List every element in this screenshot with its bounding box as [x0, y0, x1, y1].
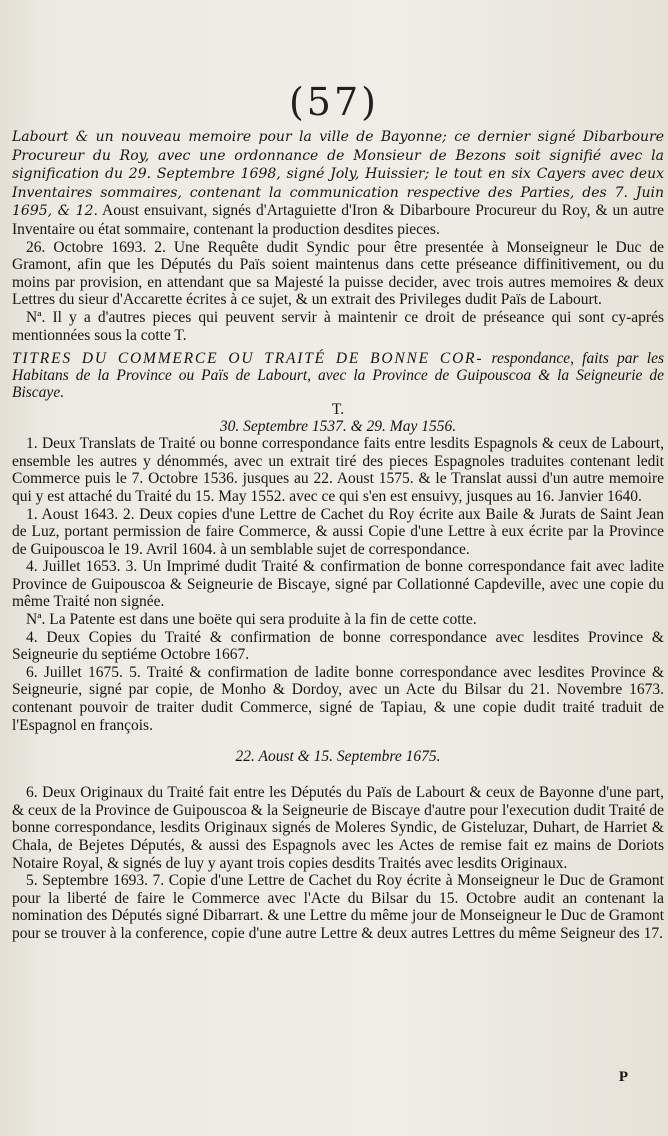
section-title [12, 350, 664, 401]
item-3-imprime: 4. Juillet 1653. 3. Un Imprimé dudit Traité & confirmation de bonne correspondance fait avec ladite Province de Guipouscoa & Seigneurie de Biscaye, signé par Collationné Capdeville, avec une copie du même Traité non signée. [12, 558, 664, 611]
title-dates: 30. Septembre 1537. & 29. May 1556. [219, 418, 457, 436]
item-6-originaux: 6. Deux Originaux du Traité fait entre les Députés du Païs de Labourt & ceux de Bayonne d'une part, & ceux de la Province de Guipouscoa & la Seigneurie de Biscaye d'autre pour l'execution dudit Traité de bonne correspondance, lesdits Originaux signés de Moleres Syndic, de Gisteluzar, Duhart, de Harriet & Chala, de Bejetes Députés, & aussi des Espagnols avec les Actes de remise fait ez mains de Doriots Notaire Royal, & signés de luy y ayant trois copies desdits Traités avec lesdits Originaux. [12, 784, 664, 872]
item-2-lettre-cachet: 1. Aoust 1643. 2. Deux copies d'une Lettre de Cachet du Roy écrite aux Baile & Jurats de Saint Jean de Luz, portant permission de faire Commerce, & aussi Copie d'une Lettre à eux écrite par la Province de Guipouscoa le 19. Avril 1604. à un semblable sujet de correspondance. [12, 505, 664, 558]
paragraph-requete: 26. Octobre 1693. 2. Une Requête dudit Syndic pour être presentée à Monseigneur le Duc de Gramont, afin que les Députés du Païs soient maintenus dans cette préseance diffinitivement, ou du moins par provision, en attendant que sa Majesté la puisse decider, avec trois autres memoires & deux Lettres du sieur d'Accarette écrites à ce sujet, & un extrait des Privileges dudit Païs de Labourt. [12, 238, 664, 309]
paragraph-nota: Nª. Il y a d'autres pieces qui peuvent servir à maintenir ce droit de préseance qui sont cy-aprés mentionnées sous la cotte T. [12, 308, 664, 344]
page-body [12, 128, 664, 943]
item-nota-patente: Nª. La Patente est dans une boëte qui sera produite à la fin de cette cotte. [26, 611, 477, 629]
page-number: (57) [288, 80, 379, 124]
handwritten-annotation: Labourt & un nouveau memoire pour la ville de Bayonne; ce dernier signé Dibarboure Procureur du Roy, avec une ordonnance de Monsieur de Bezons soit signifié avec la signification du 29. Septembre 1698, signé Joly, Huissier; le tout en six Cayers avec deux Inventaires sommaires, contenant la communication respective des Parties, des 7. Juin 1695, & 12. [12, 129, 664, 220]
intro-printed-text: Aoust ensuivant, signés d'Artaguiette d'Iron & Dibarboure Procureur du Roy, & un autre Inventaire ou état sommaire, contenant la production desdites pieces. [12, 202, 664, 238]
item-7-copie-lettre: 5. Septembre 1693. 7. Copie d'une Lettre de Cachet du Roy écrite à Monseigneur le Duc de Gramont pour la liberté de faire le Commerce avec l'Acte du Bilsar du 15. Octobre audit an contenant la nomination des Députés signé Dibarrart. & une Lettre du même jour de Monseigneur le Duc de Gramont pour se trouver à la conference, copie d'une autre Lettre & deux autres Lettres du même Seigneur des 17. [12, 872, 664, 942]
intro-paragraph [12, 128, 664, 239]
section-title-rest: respondance, faits par les Habitans de la Province ou Païs de Labourt, avec la Province de Guipouscoa & la Seigneurie de Biscaye. [12, 350, 664, 402]
item-5-traite: 6. Juillet 1675. 5. Traité & confirmation de ladite bonne correspondance avec lesdites Province & Seigneurie, signé par copie, de Monho & Dordoy, avec un Acte du Bilsar du 21. Novembre 1673. contenant pouvoir de traiter dudit Commerce, signé de Tapiau, & une copie dudit traité traduit de l'Espagnol en françois. [12, 663, 664, 734]
cote-label: T. [331, 401, 345, 419]
section-title-caps: TITRES DU COMMERCE OU TRAITÉ DE BONNE COR- [12, 350, 484, 368]
signature-mark: P [618, 1069, 628, 1085]
item-1-translats: 1. Deux Translats de Traité ou bonne correspondance faits entre lesdits Espagnols & ceux de Labourt, ensemble les autres y dénommés, avec un extrait tiré des pieces Espagnoles traduites contenant ledit Commerce puis le 7. Octobre 1536. jusques au 22. Aoust 1575. & le Translat aussi d'un autre memoire qui y est attaché du Traité du 15. May 1552. avec ce qui s'en est ensuivy, jusques au 16. Janvier 1640. [12, 435, 664, 505]
item-4-copies: 4. Deux Copies du Traité & confirmation de bonne correspondance avec lesdites Province & Seigneurie du septiéme Octobre 1667. [12, 628, 664, 664]
section-date: 22. Aoust & 15. Septembre 1675. [235, 748, 441, 766]
